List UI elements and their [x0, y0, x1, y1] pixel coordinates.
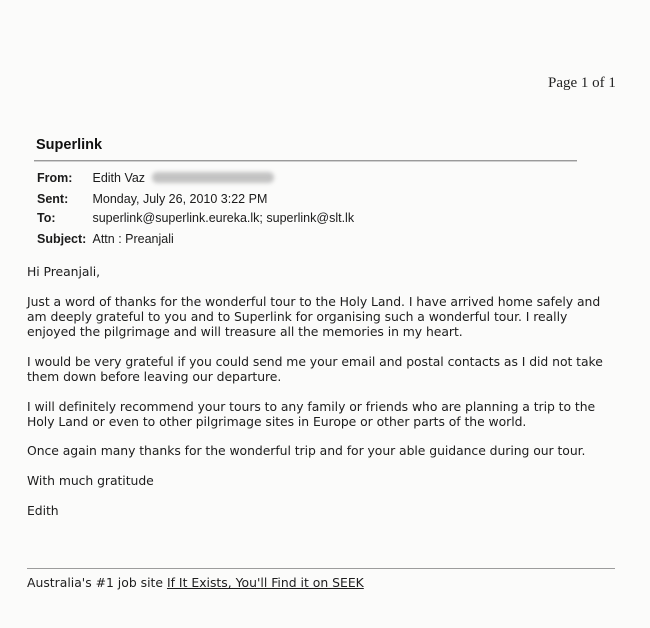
- subject-label: Subject:: [37, 232, 87, 246]
- to-value: superlink@superlink.eureka.lk; superlink@slt.lk: [92, 211, 355, 225]
- from-row: [37, 171, 274, 189]
- greeting: [27, 264, 617, 279]
- paragraph-1: [27, 294, 617, 339]
- greeting-line: Hi Preanjali,: [27, 264, 101, 279]
- paragraph-2-line: I would be very grateful if you could send me your email and postal contacts as I did not take: [27, 354, 603, 369]
- from-value: Edith Vaz: [92, 171, 146, 185]
- footer-text: Australia's #1 job site: [27, 575, 167, 590]
- signature: [27, 503, 617, 518]
- paragraph-3-line: Holy Land or even to other pilgrimage sites in Europe or other parts of the world.: [27, 414, 527, 429]
- sent-label: Sent:: [37, 192, 69, 206]
- paragraph-3-line: I will definitely recommend your tours to any family or friends who are planning a trip to the: [27, 399, 596, 414]
- paragraph-4-line: Once again many thanks for the wonderful trip and for your able guidance during our tour.: [27, 443, 586, 458]
- footer-ad: [27, 575, 364, 590]
- organization-title: Superlink: [36, 137, 103, 153]
- header-divider: [34, 160, 577, 162]
- redacted-email: [152, 172, 274, 183]
- paragraph-2: [27, 354, 617, 384]
- page-number: Page 1 of 1: [548, 75, 616, 91]
- closing: [27, 473, 617, 488]
- signature-line: Edith: [27, 503, 59, 518]
- from-label: From:: [37, 171, 73, 185]
- paragraph-1-line: Just a word of thanks for the wonderful tour to the Holy Land. I have arrived home safely and: [27, 294, 601, 309]
- paragraph-4: [27, 443, 617, 458]
- to-row: [37, 211, 354, 229]
- sent-value: Monday, July 26, 2010 3:22 PM: [92, 192, 268, 206]
- paragraph-2-line: them down before leaving our departure.: [27, 369, 282, 384]
- closing-line: With much gratitude: [27, 473, 154, 488]
- footer-divider: [27, 568, 615, 569]
- to-label: To:: [37, 211, 56, 225]
- subject-value: Attn : Preanjali: [92, 232, 174, 246]
- paragraph-3: [27, 399, 617, 429]
- subject-row: [37, 232, 174, 250]
- paragraph-1-line: am deeply grateful to you and to Superlink for organising such a wonderful tour. I really: [27, 309, 568, 324]
- sent-row: [37, 192, 267, 210]
- paragraph-1-line: enjoyed the pilgrimage and will treasure all the memories in my heart.: [27, 324, 463, 339]
- footer-link[interactable]: If It Exists, You'll Find it on SEEK: [166, 575, 364, 590]
